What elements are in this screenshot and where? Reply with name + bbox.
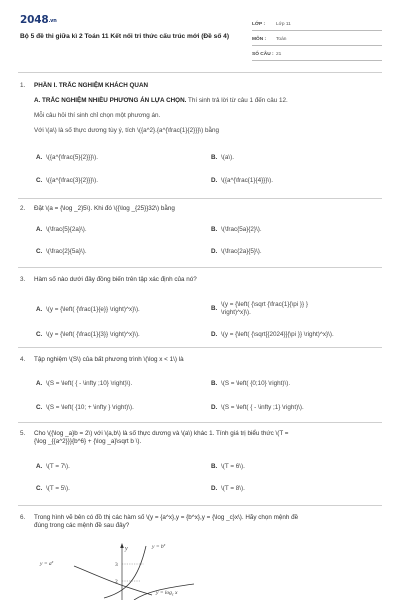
option-c[interactable]: C. \(T = 5\). — [36, 485, 70, 492]
question-text: Cho \({\log _a}b = 2\) với \(a,b\) là số thực dương và \(a\) khác 1. Tính giá trị biểu thức \(T = {\log _{{a^2}}}{b^6} + {\log _a}\sqrt b \). — [34, 430, 289, 445]
question-5 — [20, 430, 382, 502]
question-text: Tập nghiệm \(S\) của bất phương trình \(\log x < 1\) là — [34, 356, 184, 363]
option-b-text: \(y = {\left( {\sqrt {\frac{1}{\pi }} } \right)^x}\). — [221, 301, 308, 316]
meta-value: Toán — [276, 37, 287, 43]
logo-suffix: .vn — [48, 18, 57, 24]
meta-value: Lớp 11 — [276, 22, 291, 28]
option-c[interactable]: C. \(y = {\left( {\frac{1}{3}} \right)^x}\). — [36, 331, 140, 338]
sub-title-bold: A. TRẮC NGHIỆM NHIỀU PHƯƠNG ÁN LỰA CHỌN. — [34, 96, 187, 104]
curve-a-x-label: $y = a^x$ — [40, 560, 54, 567]
question-3 — [20, 276, 382, 356]
option-c[interactable]: C. \(\frac{2}{5a}\). — [36, 248, 87, 255]
option-b[interactable]: B. \(\frac{5a}{2}\). — [211, 226, 262, 233]
question-text: Đặt \(a = {\log _2}5\). Khi đó \({\log _{25}}32\) bằng — [34, 205, 175, 212]
option-b[interactable]: B. \(T = 6\). — [211, 463, 245, 470]
question-2 — [20, 205, 382, 265]
instruction-text: Mỗi câu hỏi thí sinh chỉ chọn một phương án. — [34, 111, 161, 119]
option-a[interactable]: A. \(y = {\left( {\frac{1}{e}} \right)^x}\). — [36, 306, 140, 313]
question-text: Hàm số nào dưới đây đồng biến trên tập xác định của nó? — [34, 276, 197, 283]
question-4 — [20, 356, 382, 418]
meta-label: LỚP : — [252, 22, 266, 28]
meta-label: SỐ CÂU : — [252, 52, 274, 58]
curve-a-x — [74, 566, 152, 595]
divider — [18, 347, 382, 348]
part-title: PHẦN I. TRẮC NGHIỆM KHÁCH QUAN — [34, 82, 149, 89]
function-graph-figure — [34, 540, 224, 600]
logo-text: 2048 — [20, 14, 49, 26]
meta-row-class — [252, 16, 382, 31]
divider — [18, 198, 382, 199]
tick-label-2: 2 — [115, 579, 118, 585]
function-graph — [34, 540, 224, 600]
meta-label: MÔN : — [252, 37, 267, 43]
option-a[interactable]: A. \(S = \left( { - \infty ;10} \right)\). — [36, 380, 133, 387]
option-c[interactable]: C. \({a^{\frac{3}{2}}}\). — [36, 177, 98, 184]
option-c[interactable]: C. \(S = \left( {10; + \infty } \right)\). — [36, 404, 134, 411]
option-a[interactable]: A. \(T = 7\). — [36, 463, 70, 470]
divider — [18, 267, 382, 268]
option-d[interactable]: D. \(S = \left( { - \infty ;1} \right)\). — [211, 404, 304, 411]
sub-title — [34, 97, 382, 105]
option-d[interactable]: D. \(y = {\left( {\sqrt[{2024}]{\pi }} \right)^x}\). — [211, 331, 334, 338]
meta-row-count — [252, 46, 382, 61]
question-body — [34, 82, 382, 134]
y-axis-label: y — [125, 546, 128, 552]
question-number: 2. — [20, 205, 26, 212]
document-meta — [252, 16, 382, 61]
tick-label-3: 3 — [115, 562, 118, 568]
question-number: 4. — [20, 356, 26, 363]
divider — [18, 505, 382, 506]
option-b[interactable]: B. \(S = \left( {0;10} \right)\). — [211, 380, 291, 387]
meta-row-subject — [252, 31, 382, 46]
divider — [18, 422, 382, 423]
curve-log-c-label: $y = \log_c x$ — [156, 590, 178, 597]
option-a[interactable]: A. \(\frac{5}{2a}\). — [36, 226, 87, 233]
question-number: 5. — [20, 430, 26, 437]
divider — [18, 72, 382, 73]
site-logo[interactable] — [20, 14, 57, 27]
document-title: Bộ 5 đề thi giữa kì 2 Toán 11 Kết nối tri thức cấu trúc mới (Đề số 4) — [20, 33, 230, 40]
option-a[interactable]: A. \({a^{\frac{5}{2}}}\). — [36, 154, 98, 161]
option-d[interactable]: D. \({a^{\frac{1}{4}}}\). — [211, 177, 273, 184]
curve-b-x-label: $y = b^x$ — [152, 543, 166, 550]
document-header — [20, 14, 382, 60]
question-number: 6. — [20, 514, 26, 521]
question-1 — [20, 82, 382, 194]
option-b[interactable]: B. \(y = {\left( {\sqrt {\frac{1}{\pi }} } \right)^x}\). — [211, 301, 308, 316]
sub-title-rest: Thí sinh trả lời từ câu 1 đến câu 12. — [186, 96, 288, 104]
question-text: Với \(a\) là số thực dương tùy ý, tích \({a^2}.{a^{\frac{1}{2}}}\) bằng — [34, 126, 220, 134]
option-b[interactable]: B. \(a\). — [211, 154, 234, 161]
meta-value: 21 — [276, 52, 282, 58]
question-number: 3. — [20, 276, 26, 283]
option-d[interactable]: D. \(\frac{2a}{5}\). — [211, 248, 262, 255]
curve-b-x — [104, 546, 146, 598]
question-number: 1. — [20, 82, 26, 89]
y-axis-arrow — [120, 543, 124, 548]
question-text: Trong hình vẽ bên có đồ thị các hàm số \(y = {a^x},y = {b^x},y = {\log _c}x\). Hãy chọn mệnh đề đúng trong các mệnh đề sau đây? — [34, 514, 299, 529]
option-d[interactable]: D. \(T = 8\). — [211, 485, 245, 492]
